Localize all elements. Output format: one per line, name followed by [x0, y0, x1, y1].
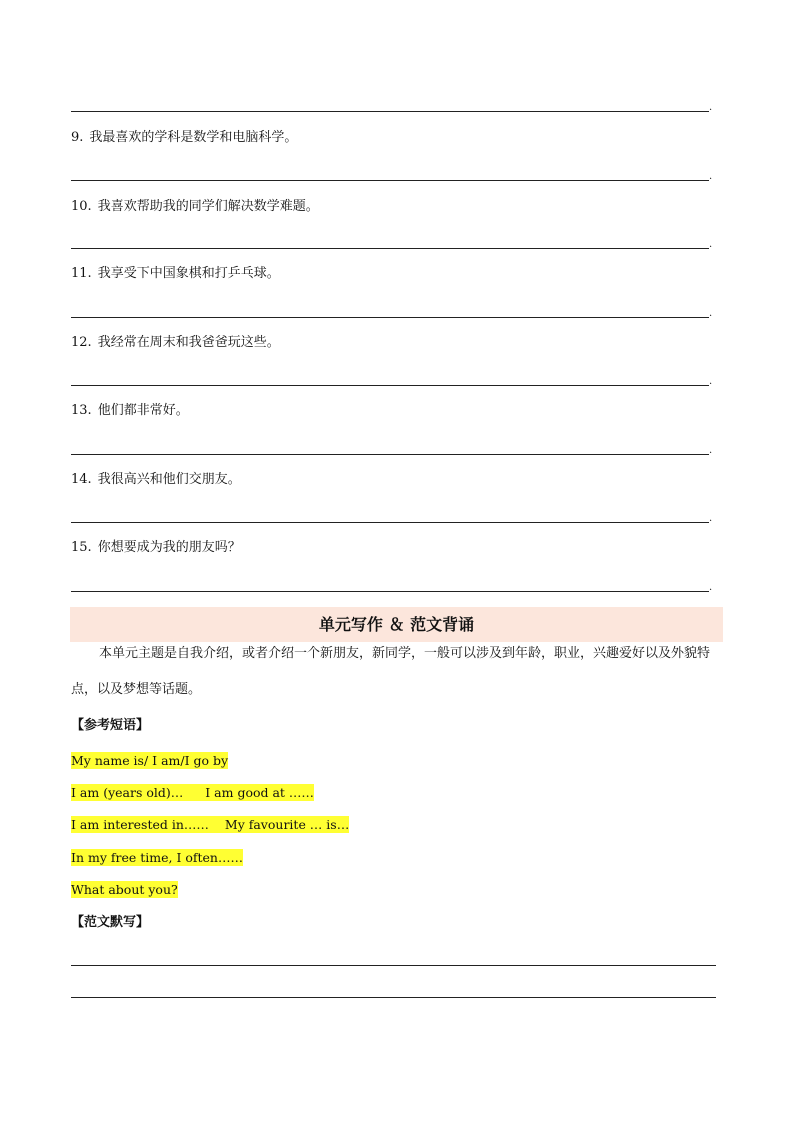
question-number: 12. — [71, 335, 92, 350]
phrase-text: I am good at …… — [205, 785, 314, 800]
phrase-row-2 — [71, 784, 314, 802]
question-9 — [71, 129, 297, 147]
line-end-mark: . — [709, 102, 713, 113]
section-title: 单元写作 ＆ 范文背诵 — [70, 607, 723, 642]
answer-line-9[interactable] — [71, 180, 709, 181]
phrase-text: My favourite … is… — [224, 817, 350, 832]
question-number: 14. — [71, 472, 92, 487]
phrase-text: I am interested in…… — [71, 817, 209, 832]
answer-line-8[interactable] — [71, 111, 709, 112]
section-intro: 本单元主题是自我介绍，或者介绍一个新朋友，新同学，一般可以涉及到年龄，职业，兴趣爱好以及外貌特点，以及梦想等话题。 — [71, 646, 711, 697]
line-end-mark: . — [709, 239, 713, 250]
question-number: 11. — [71, 266, 92, 281]
answer-line-11[interactable] — [71, 317, 709, 318]
phrases-heading: 【参考短语】 — [71, 718, 150, 733]
writing-line-2[interactable] — [71, 997, 716, 998]
question-number: 15. — [71, 540, 92, 555]
answer-line-14[interactable] — [71, 522, 709, 523]
question-text: 我最喜欢的学科是数学和电脑科学。 — [89, 130, 298, 145]
question-text: 你想要成为我的朋友吗？ — [97, 540, 241, 555]
phrase-highlight: In my free time, I often…… — [71, 850, 243, 865]
line-end-mark: . — [709, 445, 713, 456]
question-text: 我经常在周末和我爸爸玩这些。 — [97, 335, 280, 350]
line-end-mark: . — [709, 171, 713, 182]
question-15 — [71, 539, 241, 557]
question-12 — [71, 334, 280, 352]
line-end-mark: . — [709, 308, 713, 319]
writing-line-1[interactable] — [71, 965, 716, 966]
phrase-highlight — [71, 816, 349, 833]
question-11 — [71, 265, 280, 283]
phrase-highlight — [71, 784, 314, 801]
phrase-highlight: My name is/ I am/I go by — [71, 753, 229, 768]
answer-line-15[interactable] — [71, 591, 709, 592]
question-text: 我享受下中国象棋和打乒乓球。 — [97, 266, 280, 281]
question-14 — [71, 471, 241, 489]
phrase-highlight: What about you? — [71, 882, 178, 897]
question-number: 10. — [71, 199, 92, 214]
question-text: 他们都非常好。 — [97, 403, 189, 418]
question-text: 我很高兴和他们交朋友。 — [97, 472, 241, 487]
answer-line-10[interactable] — [71, 248, 709, 249]
line-end-mark: . — [709, 376, 713, 387]
answer-line-12[interactable] — [71, 385, 709, 386]
question-10 — [71, 198, 319, 216]
line-end-mark: . — [709, 582, 713, 593]
answer-line-13[interactable] — [71, 454, 709, 455]
writing-heading: 【范文默写】 — [71, 915, 150, 930]
question-number: 9. — [71, 130, 84, 145]
phrase-row-5 — [71, 881, 178, 899]
phrase-row-1 — [71, 752, 228, 770]
question-number: 13. — [71, 403, 92, 418]
line-end-mark: . — [709, 513, 713, 524]
phrase-text: I am (years old)… — [71, 785, 184, 800]
question-text: 我喜欢帮助我的同学们解决数学难题。 — [97, 199, 319, 214]
phrase-row-4 — [71, 849, 243, 867]
phrase-row-3 — [71, 816, 349, 834]
question-13 — [71, 402, 189, 420]
